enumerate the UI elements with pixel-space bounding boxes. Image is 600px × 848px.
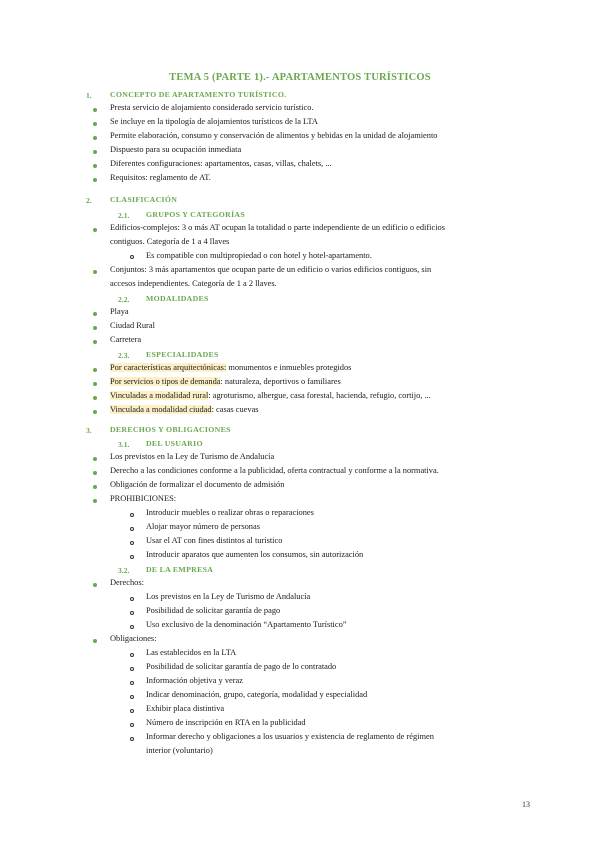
bullet-icon: [93, 326, 97, 330]
subsection-2-1-heading: GRUPOS Y CATEGORÍAS: [146, 210, 245, 219]
page-number: 13: [522, 800, 530, 809]
bullet-icon: [93, 457, 97, 461]
sub-list-item: Las establecidos en la LTA: [146, 648, 237, 657]
list-item: [110, 362, 351, 373]
section-1-number: 1.: [86, 91, 92, 100]
bullet-icon: [93, 178, 97, 182]
term-detail: : agroturismo, albergue, casa forestal, hacienda, refugio, cortijo, ...: [208, 391, 431, 400]
list-item: Obligación de formalizar el documento de admisión: [110, 480, 285, 489]
list-item: Derecho a las condiciones conforme a la publicidad, oferta contractual y conforme a la normativa.: [110, 466, 439, 475]
list-item: [110, 390, 431, 401]
bullet-icon: [93, 122, 97, 126]
term-detail: : casas cuevas: [211, 405, 259, 414]
bullet-icon: [93, 382, 97, 386]
sub-list-item: Uso exclusivo de la denominación “Apartamento Turístico”: [146, 620, 347, 629]
page-title: TEMA 5 (PARTE 1).- APARTAMENTOS TURÍSTICOS: [169, 72, 431, 83]
sub-list-item: Indicar denominación, grupo, categoría, modalidad y especialidad: [146, 690, 368, 699]
circle-bullet-icon: [130, 625, 134, 629]
bullet-icon: [93, 228, 97, 232]
circle-bullet-icon: [130, 695, 134, 699]
subsection-2-2-heading: MODALIDADES: [146, 294, 209, 303]
term-detail: monumentos e inmuebles protegidos: [226, 363, 352, 372]
sub-list-item: Usar el AT con fines distintos al turístico: [146, 536, 283, 545]
list-item: Dispuesto para su ocupación inmediata: [110, 145, 242, 154]
bullet-icon: [93, 136, 97, 140]
list-item: Permite elaboración, consumo y conservación de alimentos y bebidas en la unidad de alojamiento: [110, 131, 438, 140]
list-item: PROHIBICIONES:: [110, 494, 177, 503]
section-2-heading: CLASIFICACIÓN: [110, 195, 178, 204]
sub-list-item: Número de inscripción en RTA en la publicidad: [146, 718, 306, 727]
subsection-2-3-number: 2.3.: [118, 351, 130, 360]
circle-bullet-icon: [130, 527, 134, 531]
bullet-icon: [93, 150, 97, 154]
list-item: Los previstos en la Ley de Turismo de Andalucía: [110, 452, 275, 461]
circle-bullet-icon: [130, 667, 134, 671]
bullet-icon: [93, 410, 97, 414]
bullet-icon: [93, 499, 97, 503]
list-item-continuation: contiguos. Categoría de 1 a 4 llaves: [110, 237, 230, 246]
sub-list-item: Posibilidad de solicitar garantía de pago: [146, 606, 281, 615]
highlighted-term: Por servicios o tipos de demanda: [110, 377, 221, 386]
sub-list-item: Información objetiva y veraz: [146, 676, 243, 685]
circle-bullet-icon: [130, 597, 134, 601]
sub-list-item: Informar derecho y obligaciones a los usuarios y existencia de reglamento de régimen: [146, 732, 434, 741]
sub-list-item: Exhibir placa distintiva: [146, 704, 225, 713]
sub-list-item: Los previstos en la Ley de Turismo de Andalucía: [146, 592, 311, 601]
highlighted-term: Vinculada a modalidad ciudad: [110, 405, 212, 414]
highlighted-term: Por características arquitectónicas:: [110, 363, 227, 372]
section-2-number: 2.: [86, 196, 92, 205]
list-item: Requisitos: reglamento de AT.: [110, 173, 211, 182]
bullet-icon: [93, 485, 97, 489]
list-item: Edificios-complejos: 3 o más AT ocupan la totalidad o parte independiente de un edificio o edificios: [110, 223, 445, 232]
list-item: [110, 404, 259, 415]
term-detail: : naturaleza, deportivos o familiares: [220, 377, 341, 386]
bullet-icon: [93, 270, 97, 274]
list-item: Carretera: [110, 335, 142, 344]
circle-bullet-icon: [130, 709, 134, 713]
list-item: [110, 376, 341, 387]
subsection-3-1-heading: DEL USUARIO: [146, 439, 203, 448]
circle-bullet-icon: [130, 541, 134, 545]
sub-list-item: Introducir aparatos que aumenten los consumos, sin autorización: [146, 550, 364, 559]
list-item: Obligaciones:: [110, 634, 157, 643]
circle-bullet-icon: [130, 723, 134, 727]
highlighted-term: Vinculadas a modalidad rural: [110, 391, 209, 400]
bullet-icon: [93, 583, 97, 587]
subsection-2-3-heading: ESPECIALIDADES: [146, 350, 219, 359]
sub-list-item-continuation: interior (voluntario): [146, 746, 213, 755]
circle-bullet-icon: [130, 611, 134, 615]
circle-bullet-icon: [130, 737, 134, 741]
subsection-2-2-number: 2.2.: [118, 295, 130, 304]
subsection-3-2-heading: DE LA EMPRESA: [146, 565, 214, 574]
subsection-3-2-number: 3.2.: [118, 566, 130, 575]
list-item: Derechos:: [110, 578, 144, 587]
list-item: Se incluye en la tipología de alojamientos turísticos de la LTA: [110, 117, 318, 126]
circle-bullet-icon: [130, 513, 134, 517]
subsection-3-1-number: 3.1.: [118, 440, 130, 449]
subsection-2-1-number: 2.1.: [118, 211, 130, 220]
circle-bullet-icon: [130, 681, 134, 685]
bullet-icon: [93, 108, 97, 112]
bullet-icon: [93, 396, 97, 400]
bullet-icon: [93, 312, 97, 316]
bullet-icon: [93, 471, 97, 475]
list-item: Ciudad Rural: [110, 321, 155, 330]
bullet-icon: [93, 368, 97, 372]
sub-list-item: Posibilidad de solicitar garantía de pago de lo contratado: [146, 662, 337, 671]
sub-list-item: Es compatible con multipropiedad o con hotel y hotel-apartamento.: [146, 251, 372, 260]
bullet-icon: [93, 340, 97, 344]
sub-list-item: Alojar mayor número de personas: [146, 522, 260, 531]
list-item: Playa: [110, 307, 129, 316]
list-item: Diferentes configuraciones: apartamentos, casas, villas, chalets, ...: [110, 159, 332, 168]
bullet-icon: [93, 164, 97, 168]
section-1-heading: CONCEPTO DE APARTAMENTO TURÍSTICO.: [110, 90, 287, 99]
section-3-heading: DERECHOS Y OBLIGACIONES: [110, 425, 231, 434]
circle-bullet-icon: [130, 255, 134, 259]
list-item: Presta servicio de alojamiento considerado servicio turístico.: [110, 103, 314, 112]
list-item: Conjuntos: 3 más apartamentos que ocupan parte de un edificio o varios edificios contiguos, sin: [110, 265, 432, 274]
circle-bullet-icon: [130, 653, 134, 657]
bullet-icon: [93, 639, 97, 643]
section-3-number: 3.: [86, 426, 92, 435]
list-item-continuation: accesos independientes. Categoría de 1 a 2 llaves.: [110, 279, 277, 288]
sub-list-item: Introducir muebles o realizar obras o reparaciones: [146, 508, 314, 517]
circle-bullet-icon: [130, 555, 134, 559]
